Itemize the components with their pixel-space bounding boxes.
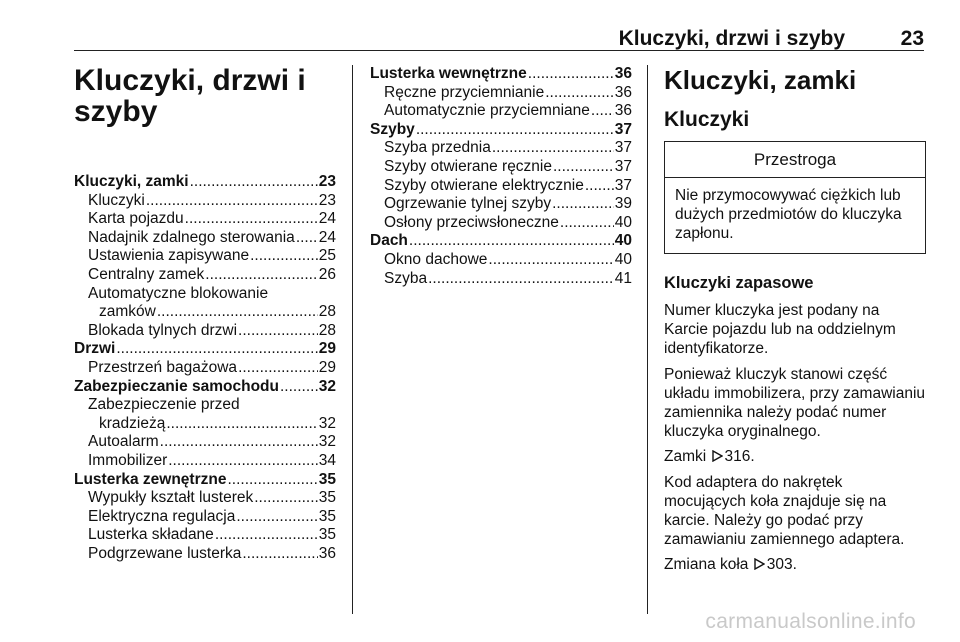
toc-entry-page: 25 — [318, 247, 336, 265]
caution-body: Nie przymocowywać ciężkich lub dużych przedmiotów do kluczyka zapłonu. — [675, 187, 902, 242]
toc-entry[interactable] — [74, 452, 336, 471]
toc-entry-page: 28 — [318, 321, 336, 339]
toc-entry-page: 29 — [318, 358, 336, 376]
toc-entry[interactable] — [370, 232, 632, 251]
toc-entry[interactable] — [370, 158, 632, 177]
toc-entry[interactable] — [370, 251, 632, 270]
toc-entry-page: 36 — [318, 544, 336, 562]
toc-column-2 — [370, 65, 632, 288]
toc-entry[interactable] — [74, 210, 336, 229]
toc-leader-dots — [528, 65, 614, 84]
spare-keys-heading: Kluczyki zapasowe — [664, 274, 814, 292]
column-divider-1 — [352, 65, 353, 614]
toc-entry-page: 40 — [614, 232, 632, 250]
toc-entry-page: 37 — [614, 120, 632, 138]
toc-entry-title: Blokada tylnych drzwi — [88, 321, 238, 339]
paragraph-wheel-adapter: Kod adaptera do nakrętek mocujących koła znajduje się na karcie. Należy go podać przy zamawianiu zamiennego adaptera. — [664, 473, 905, 549]
header-title: Kluczyki, drzwi i szyby — [618, 27, 845, 50]
toc-entry[interactable] — [370, 195, 632, 214]
toc-entry[interactable] — [74, 229, 336, 248]
toc-entry[interactable] — [370, 139, 632, 158]
toc-entry-page: 37 — [614, 157, 632, 175]
toc-entry[interactable] — [370, 84, 632, 103]
toc-leader-dots — [254, 489, 318, 508]
toc-leader-dots — [488, 251, 613, 270]
toc-entry-page: 24 — [318, 228, 336, 246]
toc-leader-dots — [166, 415, 317, 434]
toc-entry-page: 24 — [318, 210, 336, 228]
subsection-title: Kluczyki — [664, 108, 750, 131]
toc-entry-title: Drzwi — [74, 340, 116, 358]
toc-entry[interactable] — [74, 545, 336, 564]
toc-entry-page: 28 — [318, 303, 336, 321]
toc-entry[interactable] — [74, 192, 336, 211]
toc-leader-dots — [428, 270, 614, 289]
toc-entry-title: Autoalarm — [88, 433, 159, 451]
toc-leader-dots — [205, 266, 317, 285]
toc-entry[interactable] — [74, 526, 336, 545]
reference-wheel-change[interactable] — [664, 555, 926, 574]
paragraph-key-number: Numer kluczyka jest podany na Karcie pojazdu lub na oddzielnym identyfikatorze. — [664, 302, 896, 358]
toc-entry-page: 32 — [318, 414, 336, 432]
toc-leader-dots — [146, 192, 318, 211]
toc-leader-dots — [416, 121, 614, 140]
toc-entry[interactable] — [370, 65, 632, 84]
chapter-title: Kluczyki, drzwi i szyby — [74, 64, 306, 128]
toc-entry[interactable] — [370, 214, 632, 233]
toc-leader-dots — [168, 452, 318, 471]
toc-leader-dots — [560, 214, 614, 233]
section-title: Kluczyki, zamki — [664, 65, 857, 95]
reference-locks-label: Zamki — [664, 448, 707, 466]
toc-entry[interactable] — [74, 247, 336, 266]
toc-entry-title: Szyba przednia — [384, 139, 491, 157]
toc-leader-dots — [116, 340, 317, 359]
header-page-number: 23 — [900, 27, 924, 50]
toc-entry[interactable]: Zabezpieczenie przed — [88, 396, 240, 414]
toc-entry-title: Ogrzewanie tylnej szyby — [384, 195, 552, 213]
reference-wheel-change-label: Zmiana koła — [664, 556, 749, 574]
toc-entry-title: Szyby otwierane elektrycznie — [384, 176, 584, 194]
toc-leader-dots — [157, 303, 318, 322]
toc-entry-title: Zabezpieczanie samochodu — [74, 377, 279, 395]
toc-entry-title: Przestrzeń bagażowa — [88, 358, 238, 376]
toc-leader-dots — [296, 229, 318, 248]
toc-entry-page: 29 — [318, 340, 336, 358]
toc-entry-page: 37 — [614, 139, 632, 157]
toc-entry[interactable] — [370, 102, 632, 121]
toc-entry-title: Immobilizer — [88, 451, 168, 469]
toc-entry[interactable] — [74, 489, 336, 508]
toc-entry[interactable] — [370, 121, 632, 140]
toc-entry-title: Kluczyki — [88, 191, 145, 209]
toc-leader-dots — [409, 232, 614, 251]
toc-entry-page: 37 — [614, 176, 632, 194]
toc-entry-page: 36 — [614, 65, 632, 82]
toc-entry[interactable] — [74, 359, 336, 378]
toc-entry-title: Osłony przeciwsłoneczne — [384, 213, 559, 231]
toc-entry-title: Automatycznie przyciemniane — [384, 102, 590, 120]
toc-leader-dots — [160, 433, 318, 452]
toc-entry-page: 32 — [318, 433, 336, 451]
reference-locks-page: 316. — [724, 448, 755, 466]
toc-entry[interactable] — [74, 266, 336, 285]
toc-leader-dots — [492, 139, 614, 158]
toc-entry[interactable] — [74, 471, 336, 490]
toc-entry[interactable] — [370, 270, 632, 289]
toc-leader-dots — [238, 322, 318, 341]
toc-entry-page: 40 — [614, 250, 632, 268]
reference-wheel-change-page: 303. — [766, 556, 797, 574]
toc-entry-page: 32 — [318, 377, 336, 395]
toc-leader-dots — [545, 84, 614, 103]
toc-entry-page: 35 — [318, 489, 336, 507]
toc-leader-dots — [185, 210, 318, 229]
toc-leader-dots — [280, 378, 318, 397]
toc-entry-page: 41 — [614, 269, 632, 287]
reference-locks[interactable] — [664, 447, 926, 466]
toc-entry[interactable] — [74, 378, 336, 397]
header-rule — [74, 50, 924, 51]
toc-entry-title: Elektryczna regulacja — [88, 507, 236, 525]
toc-entry[interactable] — [370, 177, 632, 196]
toc-entry-title: Okno dachowe — [384, 250, 488, 268]
toc-entry-page: 23 — [318, 173, 336, 190]
toc-entry-title: Wypukły kształt lusterek — [88, 489, 254, 507]
toc-leader-dots — [585, 177, 614, 196]
toc-entry[interactable] — [74, 303, 336, 322]
toc-entry-page: 35 — [318, 526, 336, 544]
toc-leader-dots — [242, 545, 317, 564]
toc-entry-title: Lusterka wewnętrzne — [370, 65, 527, 82]
toc-entry[interactable] — [74, 415, 336, 434]
toc-column-1 — [74, 65, 336, 563]
toc-entry-page: 36 — [614, 83, 632, 101]
content-column — [664, 65, 926, 581]
toc-entry[interactable] — [74, 322, 336, 341]
toc-entry-title: Dach — [370, 232, 408, 250]
toc-entry-title: Szyby otwierane ręcznie — [384, 157, 552, 175]
toc-entry-title: Podgrzewane lusterka — [88, 544, 242, 562]
toc-entry-title: Szyba — [384, 269, 428, 287]
toc-leader-dots — [591, 102, 614, 121]
toc-entry-title: Ręczne przyciemnianie — [384, 83, 545, 101]
caution-heading: Przestroga — [665, 142, 925, 178]
page-reference-arrow-icon — [711, 450, 723, 462]
toc-entry-page: 34 — [318, 451, 336, 469]
toc-entry-title: Kluczyki, zamki — [74, 173, 189, 190]
caution-box — [664, 141, 926, 254]
toc-leader-dots — [236, 508, 317, 527]
toc-entry-title: Lusterka składane — [88, 526, 214, 544]
toc-leader-dots — [552, 195, 614, 214]
toc-entry-title: Karta pojazdu — [88, 210, 184, 228]
column-divider-2 — [647, 65, 648, 614]
toc-entry-title: Lusterka zewnętrzne — [74, 470, 227, 488]
toc-entry-page: 35 — [318, 507, 336, 525]
paragraph-immobilizer: Ponieważ kluczyk stanowi część układu immobilizera, przy zamawianiu zamiennika należy podać numer kluczyka oryginalnego. — [664, 365, 926, 441]
toc-entry-title: kradzieżą — [99, 414, 166, 432]
toc-leader-dots — [215, 526, 318, 545]
toc-list-2 — [370, 65, 632, 288]
toc-entry[interactable] — [74, 340, 336, 359]
toc-entry-title: Nadajnik zdalnego sterowania — [88, 228, 295, 246]
toc-list-1 — [74, 173, 336, 563]
toc-entry-page: 40 — [614, 213, 632, 231]
toc-leader-dots — [250, 247, 318, 266]
toc-leader-dots — [238, 359, 318, 378]
toc-entry[interactable]: Automatyczne blokowanie — [88, 284, 269, 302]
toc-entry-title: Ustawienia zapisywane — [88, 247, 250, 265]
toc-entry-page: 26 — [318, 265, 336, 283]
toc-entry[interactable] — [74, 433, 336, 452]
toc-entry-page: 39 — [614, 195, 632, 213]
toc-entry-page: 35 — [318, 470, 336, 488]
toc-entry-page: 23 — [318, 191, 336, 209]
toc-leader-dots — [227, 471, 317, 490]
toc-entry-title: Centralny zamek — [88, 265, 205, 283]
page-reference-arrow-icon — [753, 558, 765, 570]
toc-leader-dots — [553, 158, 614, 177]
watermark: carmanualsonline.info — [705, 610, 916, 633]
toc-entry-page: 36 — [614, 102, 632, 120]
toc-entry[interactable] — [74, 508, 336, 527]
toc-entry[interactable] — [74, 173, 336, 192]
toc-entry-title: Szyby — [370, 120, 415, 138]
toc-entry-title: zamków — [99, 303, 156, 321]
toc-leader-dots — [190, 173, 318, 192]
